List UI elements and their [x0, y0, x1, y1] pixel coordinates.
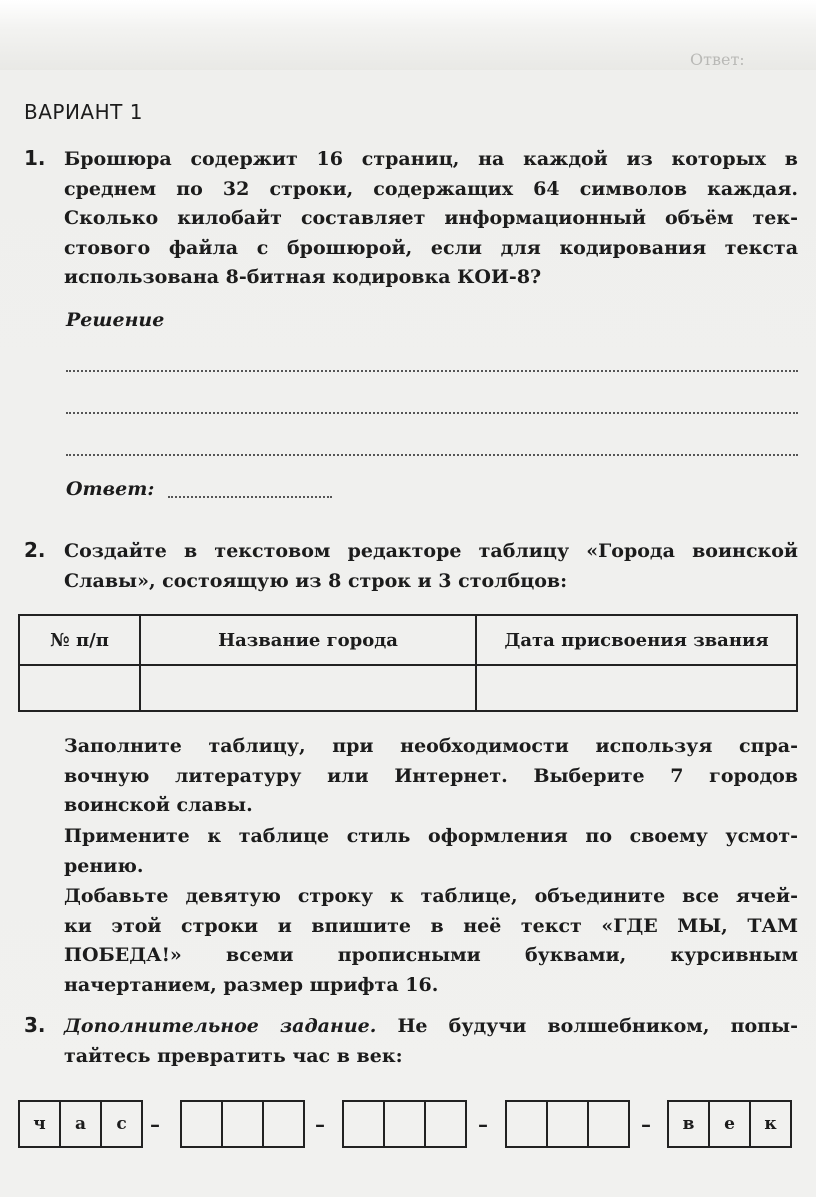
solution-line: [66, 454, 798, 456]
text-line: начертанием, размер шрифта 16.: [64, 973, 439, 996]
cities-table: [18, 614, 798, 712]
text-line: воинской славы.: [64, 794, 253, 816]
text-line: Примените к таблице стиль оформления по своему усмот-: [64, 825, 798, 847]
task-2-paragraph-3: [64, 882, 798, 1000]
task-3-text: [64, 1012, 798, 1071]
table-header-cell: Название города: [140, 615, 476, 665]
letter-cell[interactable]: [223, 1102, 264, 1146]
letter-cell: ч: [20, 1102, 61, 1146]
table-header-cell: Дата присвоения звания: [476, 615, 797, 665]
letter-cell[interactable]: [264, 1102, 303, 1146]
text-line: Сколько килобайт составляет информационный объём тек-: [64, 207, 798, 229]
letter-cell: к: [764, 1114, 777, 1134]
letter-cell[interactable]: [182, 1102, 223, 1146]
task-2-paragraph-2: [64, 822, 798, 881]
word-end: [667, 1100, 792, 1148]
answer-label: Ответ:: [66, 478, 155, 500]
dash: –: [315, 1112, 325, 1136]
word-step-3[interactable]: [505, 1100, 630, 1148]
word-step-1[interactable]: [180, 1100, 305, 1148]
text-line: Брошюра содержит 16 страниц, на каждой из которых в: [64, 148, 798, 170]
text-line: вочную литературу или Интернет. Выберите 7 городов: [64, 764, 798, 787]
text-line: Создайте в текстовом редакторе таблицу «Города воинской: [64, 540, 798, 562]
word-ladder: [0, 1100, 816, 1150]
text-fragment: Не будучи волшебником, попы-: [397, 1015, 798, 1037]
text-line: тайтесь превратить час в век:: [64, 1044, 403, 1067]
task-3-number: 3.: [24, 1013, 46, 1037]
table-header-row: [19, 615, 797, 665]
dash: –: [641, 1112, 651, 1136]
text-line: Славы», состоящую из 8 строк и 3 столбцов:: [64, 569, 568, 592]
task-1-text: [64, 145, 798, 293]
letter-cell: е: [710, 1102, 751, 1146]
letter-cell[interactable]: [385, 1102, 426, 1146]
answer-line: [168, 496, 332, 498]
dash: –: [478, 1112, 488, 1136]
task-1-number: 1.: [24, 146, 46, 170]
solution-line: [66, 412, 798, 414]
extra-task-label: Дополнительное задание.: [64, 1015, 377, 1037]
letter-cell[interactable]: [426, 1102, 465, 1146]
task-2-paragraph-1: [64, 732, 798, 821]
dash: –: [150, 1112, 160, 1136]
word-step-2[interactable]: [342, 1100, 467, 1148]
letter-cell[interactable]: [507, 1102, 548, 1146]
letter-cell: в: [669, 1102, 710, 1146]
table-cell: [476, 665, 797, 711]
letter-cell: с: [116, 1114, 127, 1134]
letter-cell[interactable]: [344, 1102, 385, 1146]
text-line: ки этой строки и впишите в неё текст «ГДЕ МЫ, ТАМ: [64, 914, 798, 937]
text-line: Заполните таблицу, при необходимости используя спра-: [64, 735, 798, 757]
bleed-through-text: Ответ:: [690, 50, 745, 69]
text-line: рению.: [64, 854, 144, 877]
letter-cell[interactable]: [589, 1102, 628, 1146]
text-line: среднем по 32 строки, содержащих 64 символов каждая.: [64, 177, 798, 200]
table-cell: [19, 665, 140, 711]
table-row: [19, 665, 797, 711]
task-2-number: 2.: [24, 538, 46, 562]
text-line: [64, 1012, 798, 1042]
text-line: стового файла с брошюрой, если для кодирования текста: [64, 236, 798, 259]
text-line: Добавьте девятую строку к таблице, объедините все ячей-: [64, 885, 798, 907]
solution-line: [66, 370, 798, 372]
solution-label: Решение: [66, 309, 165, 331]
letter-cell[interactable]: [548, 1102, 589, 1146]
table-cell: [140, 665, 476, 711]
variant-title: ВАРИАНТ 1: [24, 100, 143, 124]
letter-cell: а: [61, 1102, 102, 1146]
word-start: [18, 1100, 143, 1148]
table-header-cell: № п/п: [19, 615, 140, 665]
text-line: ПОБЕДА!» всеми прописными буквами, курсивным: [64, 944, 798, 966]
task-2-intro: [64, 537, 798, 596]
text-line: использована 8-битная кодировка КОИ-8?: [64, 266, 542, 288]
